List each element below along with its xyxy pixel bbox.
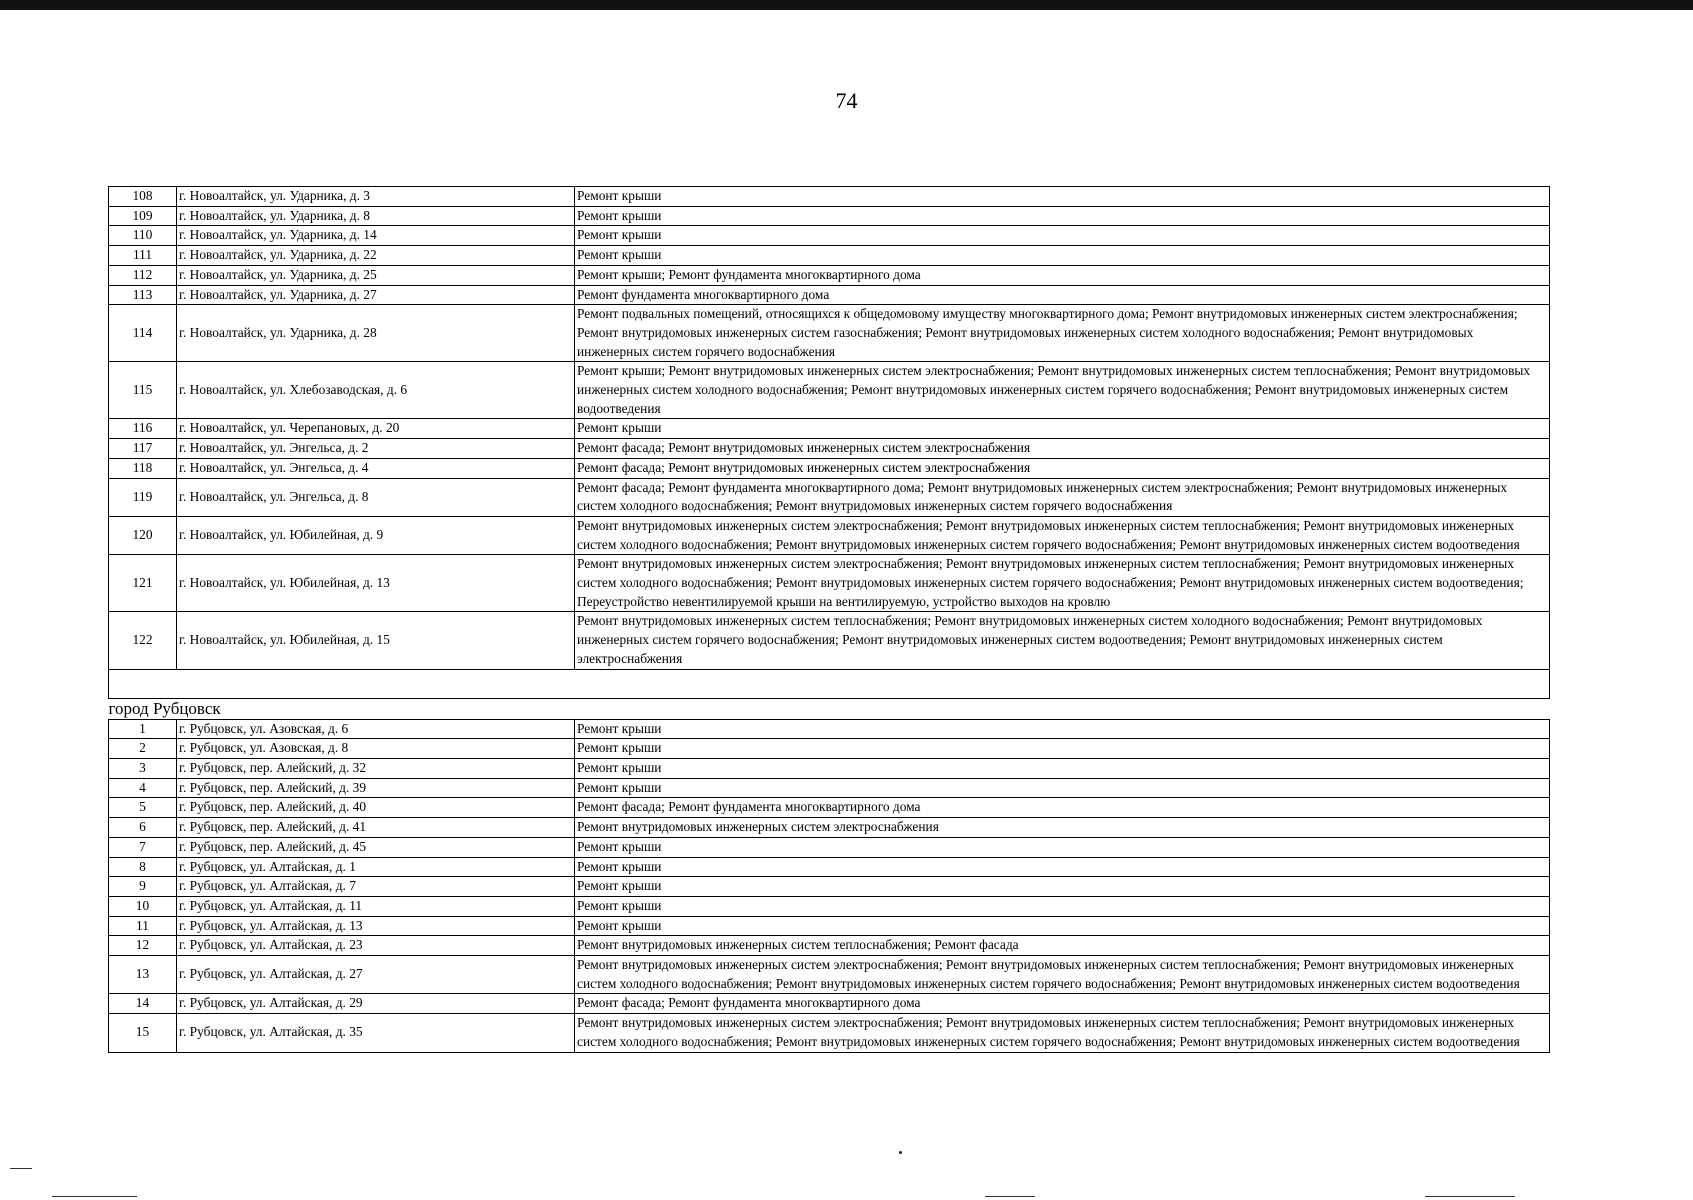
row-works: Ремонт фасада; Ремонт фундамента многоквартирного дома: [575, 798, 1550, 818]
table-row: [109, 837, 1550, 857]
row-address: г. Рубцовск, пер. Алейский, д. 41: [177, 818, 575, 838]
table-row: [109, 555, 1550, 612]
table-row: [109, 896, 1550, 916]
table-row: [109, 956, 1550, 994]
row-number: 109: [109, 206, 177, 226]
row-number: 8: [109, 857, 177, 877]
row-works: Ремонт крыши: [575, 206, 1550, 226]
row-works: Ремонт крыши: [575, 739, 1550, 759]
row-works: Ремонт крыши: [575, 916, 1550, 936]
row-works: Ремонт фундамента многоквартирного дома: [575, 285, 1550, 305]
scan-artifact-dot: [899, 1151, 902, 1154]
row-address: г. Новоалтайск, ул. Ударника, д. 22: [177, 246, 575, 266]
row-number: 122: [109, 612, 177, 669]
row-works: Ремонт крыши; Ремонт фундамента многоквартирного дома: [575, 265, 1550, 285]
row-number: 108: [109, 187, 177, 207]
table-row: [109, 778, 1550, 798]
table-row: [109, 1014, 1550, 1052]
row-number: 13: [109, 956, 177, 994]
row-number: 10: [109, 896, 177, 916]
row-number: 110: [109, 226, 177, 246]
table-row: [109, 818, 1550, 838]
row-works: Ремонт крыши: [575, 226, 1550, 246]
section-title: город Рубцовск: [109, 698, 1550, 719]
row-address: г. Новоалтайск, ул. Ударника, д. 8: [177, 206, 575, 226]
table-row: [109, 758, 1550, 778]
row-works: Ремонт фасада; Ремонт внутридомовых инженерных систем электроснабжения: [575, 458, 1550, 478]
row-address: г. Новоалтайск, ул. Энгельса, д. 2: [177, 439, 575, 459]
row-address: г. Новоалтайск, ул. Юбилейная, д. 13: [177, 555, 575, 612]
row-number: 111: [109, 246, 177, 266]
row-works: Ремонт крыши: [575, 758, 1550, 778]
row-works: Ремонт внутридомовых инженерных систем электроснабжения; Ремонт внутридомовых инженерных систем теплоснабжения; Ремонт внутридомовых инженерных систем холодного водоснабжения; Ремонт внутридомовых инженерных систем горячего водоснабжения; Ремонт внутридомовых инженерных систем водоотведения; Переустройство невентилируемой крыши на вентилируемую, устройство выходов на кровлю: [575, 555, 1550, 612]
row-works: Ремонт крыши: [575, 719, 1550, 739]
row-number: 120: [109, 516, 177, 554]
table-row: [109, 798, 1550, 818]
row-address: г. Рубцовск, ул. Алтайская, д. 13: [177, 916, 575, 936]
row-number: 5: [109, 798, 177, 818]
row-number: 116: [109, 419, 177, 439]
table-row: [109, 305, 1550, 362]
row-works: Ремонт внутридомовых инженерных систем электроснабжения; Ремонт внутридомовых инженерных систем теплоснабжения; Ремонт внутридомовых инженерных систем холодного водоснабжения; Ремонт внутридомовых инженерных систем горячего водоснабжения; Ремонт внутридомовых инженерных систем водоотведения: [575, 1014, 1550, 1052]
row-works: Ремонт крыши; Ремонт внутридомовых инженерных систем электроснабжения; Ремонт внутридомовых инженерных систем теплоснабжения; Ремонт внутридомовых инженерных систем холодного водоснабжения; Ремонт внутридомовых инженерных систем горячего водоснабжения; Ремонт внутридомовых инженерных систем водоотведения: [575, 362, 1550, 419]
row-address: г. Новоалтайск, ул. Юбилейная, д. 15: [177, 612, 575, 669]
table-section-novoaltaysk: [109, 187, 1550, 670]
row-works: Ремонт внутридомовых инженерных систем теплоснабжения; Ремонт внутридомовых инженерных систем холодного водоснабжения; Ремонт внутридомовых инженерных систем горячего водоснабжения; Ремонт внутридомовых инженерных систем водоотведения; Ремонт внутридомовых инженерных систем электроснабжения: [575, 612, 1550, 669]
table-row: [109, 877, 1550, 897]
table-row: [109, 206, 1550, 226]
row-address: г. Рубцовск, пер. Алейский, д. 32: [177, 758, 575, 778]
row-works: Ремонт фасада; Ремонт фундамента многоквартирного дома; Ремонт внутридомовых инженерных систем электроснабжения; Ремонт внутридомовых инженерных систем холодного водоснабжения; Ремонт внутридомовых инженерных систем горячего водоснабжения: [575, 478, 1550, 516]
row-works: Ремонт крыши: [575, 778, 1550, 798]
row-number: 2: [109, 739, 177, 759]
row-address: г. Рубцовск, ул. Алтайская, д. 7: [177, 877, 575, 897]
row-address: г. Новоалтайск, ул. Ударника, д. 14: [177, 226, 575, 246]
row-works: Ремонт внутридомовых инженерных систем электроснабжения; Ремонт внутридомовых инженерных систем теплоснабжения; Ремонт внутридомовых инженерных систем холодного водоснабжения; Ремонт внутридомовых инженерных систем горячего водоснабжения; Ремонт внутридомовых инженерных систем водоотведения: [575, 956, 1550, 994]
row-works: Ремонт крыши: [575, 419, 1550, 439]
row-address: г. Рубцовск, ул. Алтайская, д. 23: [177, 936, 575, 956]
row-number: 117: [109, 439, 177, 459]
scan-artifact-line: [10, 1168, 32, 1169]
row-address: г. Новоалтайск, ул. Юбилейная, д. 9: [177, 516, 575, 554]
repair-program-table: [108, 186, 1550, 1053]
row-works: Ремонт внутридомовых инженерных систем электроснабжения: [575, 818, 1550, 838]
row-works: Ремонт подвальных помещений, относящихся к общедомовому имуществу многоквартирного дома; Ремонт внутридомовых инженерных систем электроснабжения; Ремонт внутридомовых инженерных систем газоснабжения; Ремонт внутридомовых инженерных систем холодного водоснабжения; Ремонт внутридомовых инженерных систем горячего водоснабжения: [575, 305, 1550, 362]
table-row: [109, 857, 1550, 877]
row-number: 15: [109, 1014, 177, 1052]
table-row: [109, 246, 1550, 266]
row-works: Ремонт крыши: [575, 246, 1550, 266]
row-number: 14: [109, 994, 177, 1014]
row-address: г. Рубцовск, ул. Азовская, д. 8: [177, 739, 575, 759]
row-address: г. Новоалтайск, ул. Энгельса, д. 4: [177, 458, 575, 478]
table-row: [109, 458, 1550, 478]
spacer-row: [109, 669, 1550, 698]
row-number: 9: [109, 877, 177, 897]
row-number: 3: [109, 758, 177, 778]
row-number: 1: [109, 719, 177, 739]
table-row: [109, 226, 1550, 246]
table-row: [109, 739, 1550, 759]
table-row: [109, 419, 1550, 439]
row-address: г. Рубцовск, ул. Алтайская, д. 1: [177, 857, 575, 877]
table-row: [109, 516, 1550, 554]
row-address: г. Рубцовск, ул. Алтайская, д. 27: [177, 956, 575, 994]
row-number: 121: [109, 555, 177, 612]
row-address: г. Рубцовск, пер. Алейский, д. 45: [177, 837, 575, 857]
row-address: г. Новоалтайск, ул. Черепановых, д. 20: [177, 419, 575, 439]
table-row: [109, 439, 1550, 459]
row-address: г. Рубцовск, ул. Азовская, д. 6: [177, 719, 575, 739]
scan-artifact-line: [1425, 1196, 1515, 1197]
row-address: г. Рубцовск, пер. Алейский, д. 39: [177, 778, 575, 798]
row-number: 119: [109, 478, 177, 516]
row-number: 11: [109, 916, 177, 936]
table-row: [109, 285, 1550, 305]
table-row: [109, 265, 1550, 285]
row-works: Ремонт фасада; Ремонт фундамента многоквартирного дома: [575, 994, 1550, 1014]
scan-artifact-line: [52, 1196, 137, 1197]
table-section-rubtsovsk: [109, 719, 1550, 1052]
row-works: Ремонт крыши: [575, 857, 1550, 877]
section-header-row: [109, 698, 1550, 719]
table-row: [109, 916, 1550, 936]
row-address: г. Рубцовск, ул. Алтайская, д. 11: [177, 896, 575, 916]
row-works: Ремонт крыши: [575, 837, 1550, 857]
table-row: [109, 612, 1550, 669]
repair-program-table-container: [108, 186, 1549, 1053]
row-works: Ремонт внутридомовых инженерных систем теплоснабжения; Ремонт фасада: [575, 936, 1550, 956]
row-address: г. Рубцовск, ул. Алтайская, д. 29: [177, 994, 575, 1014]
row-works: Ремонт крыши: [575, 187, 1550, 207]
row-works: Ремонт крыши: [575, 877, 1550, 897]
row-address: г. Рубцовск, ул. Алтайская, д. 35: [177, 1014, 575, 1052]
row-address: г. Рубцовск, пер. Алейский, д. 40: [177, 798, 575, 818]
row-number: 7: [109, 837, 177, 857]
row-address: г. Новоалтайск, ул. Энгельса, д. 8: [177, 478, 575, 516]
row-number: 114: [109, 305, 177, 362]
table-row: [109, 936, 1550, 956]
row-number: 113: [109, 285, 177, 305]
row-address: г. Новоалтайск, ул. Ударника, д. 28: [177, 305, 575, 362]
table-row: [109, 719, 1550, 739]
row-number: 115: [109, 362, 177, 419]
table-row: [109, 478, 1550, 516]
table-row: [109, 187, 1550, 207]
row-works: Ремонт крыши: [575, 896, 1550, 916]
page-number: 74: [835, 88, 858, 113]
row-address: г. Новоалтайск, ул. Ударника, д. 27: [177, 285, 575, 305]
row-address: г. Новоалтайск, ул. Хлебозаводская, д. 6: [177, 362, 575, 419]
row-address: г. Новоалтайск, ул. Ударника, д. 25: [177, 265, 575, 285]
scan-artifact-line: [985, 1196, 1035, 1197]
table-row: [109, 362, 1550, 419]
row-number: 6: [109, 818, 177, 838]
row-address: г. Новоалтайск, ул. Ударника, д. 3: [177, 187, 575, 207]
table-row: [109, 994, 1550, 1014]
row-number: 4: [109, 778, 177, 798]
row-number: 118: [109, 458, 177, 478]
row-number: 112: [109, 265, 177, 285]
row-works: Ремонт фасада; Ремонт внутридомовых инженерных систем электроснабжения: [575, 439, 1550, 459]
scan-top-border: [0, 0, 1693, 10]
table-spacer: [109, 669, 1550, 719]
row-works: Ремонт внутридомовых инженерных систем электроснабжения; Ремонт внутридомовых инженерных систем теплоснабжения; Ремонт внутридомовых инженерных систем холодного водоснабжения; Ремонт внутридомовых инженерных систем горячего водоснабжения; Ремонт внутридомовых инженерных систем водоотведения: [575, 516, 1550, 554]
row-number: 12: [109, 936, 177, 956]
